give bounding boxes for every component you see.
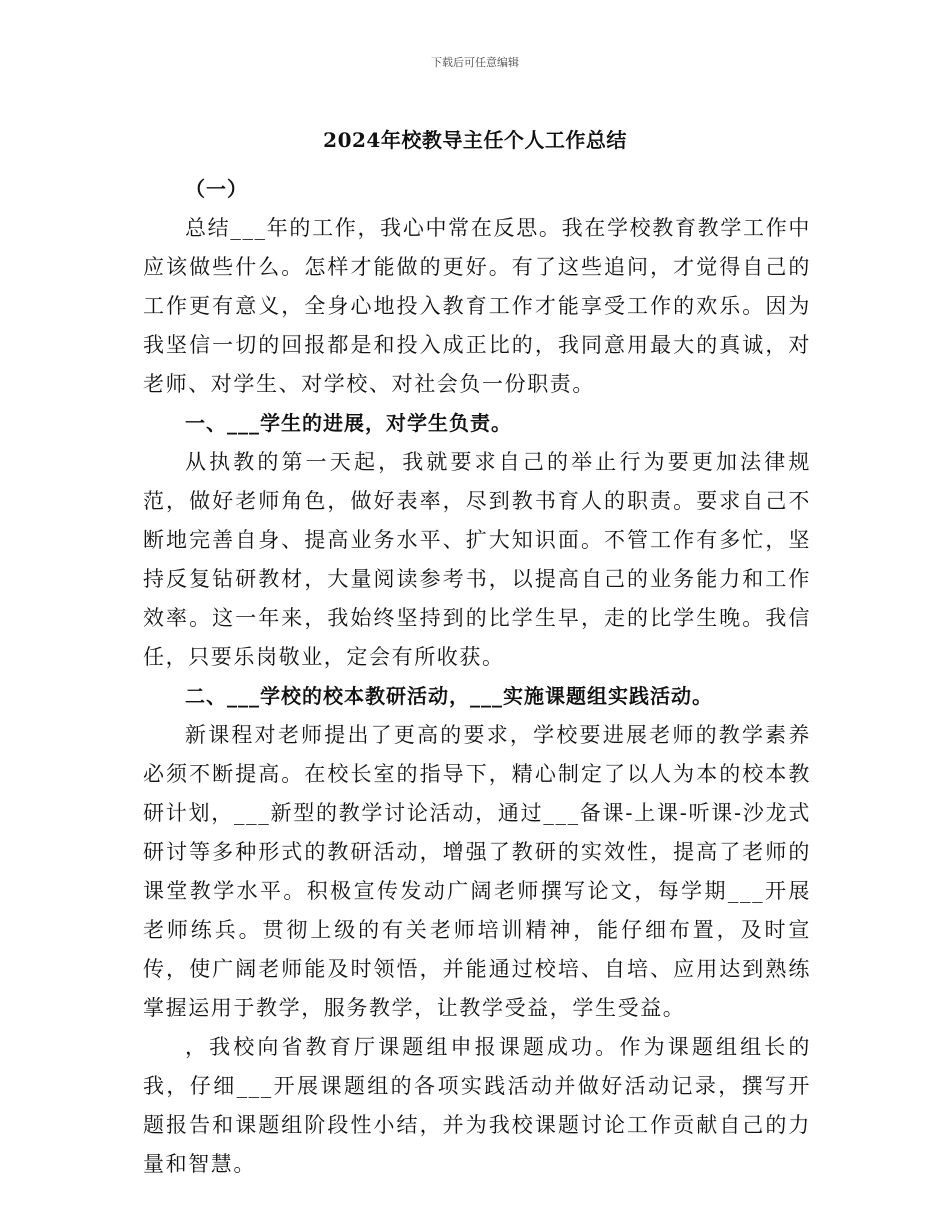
heading-2: 二、___学校的校本教研活动，___实施课题组实践活动。 <box>185 684 713 708</box>
document-title: 2024年校教导主任个人工作总结 <box>323 128 627 152</box>
document-body <box>143 170 811 1184</box>
paragraph-4: ，我校向省教育厅课题组申报课题成功。作为课题组组长的我，仔细___开展课题组的各项实践活动并做好活动记录，撰写开题报告和课题组阶段性小结，并为我校课题讨论工作贡献自己的力量和智慧。 <box>143 1035 811 1176</box>
paragraph-2: 从执教的第一天起，我就要求自己的举止行为要更加法律规范，做好老师角色，做好表率，尽到教书育人的职责。要求自己不断地完善自身、提高业务水平、扩大知识面。不管工作有多忙，坚持反复钻研教材，大量阅读参考书，以提高自己的业务能力和工作效率。这一年来，我始终坚持到的比学生早，走的比学生晚。我信任，只要乐岗敬业，定会有所收获。 <box>143 450 811 669</box>
paragraph-3: 新课程对老师提出了更高的要求，学校要进展老师的教学素养必须不断提高。在校长室的指导下，精心制定了以人为本的校本教研计划，___新型的教学讨论活动，通过___备课-上课-听课-沙龙式研讨等多种形式的教研活动，增强了教研的实效性，提高了老师的课堂教学水平。积极宣传发动广阔老师撰写论文，每学期___开展老师练兵。贯彻上级的有关老师培训精神，能仔细布置，及时宣传，使广阔老师能及时领悟，并能通过校培、自培、应用达到熟练掌握运用于教学，服务教学，让教学受益，学生受益。 <box>143 723 811 1020</box>
header-note: 下载后可任意编辑 <box>431 56 519 69</box>
heading-1: 一、___学生的进展，对学生负责。 <box>185 411 512 435</box>
section-marker: （一） <box>185 177 248 201</box>
paragraph-1: 总结___年的工作，我心中常在反思。我在学校教育教学工作中应该做些什么。怎样才能做的更好。有了这些追问，才觉得自己的工作更有意义，全身心地投入教育工作才能享受工作的欢乐。因为我坚信一切的回报都是和投入成正比的，我同意用最大的真诚，对老师、对学生、对学校、对社会负一份职责。 <box>143 216 811 396</box>
